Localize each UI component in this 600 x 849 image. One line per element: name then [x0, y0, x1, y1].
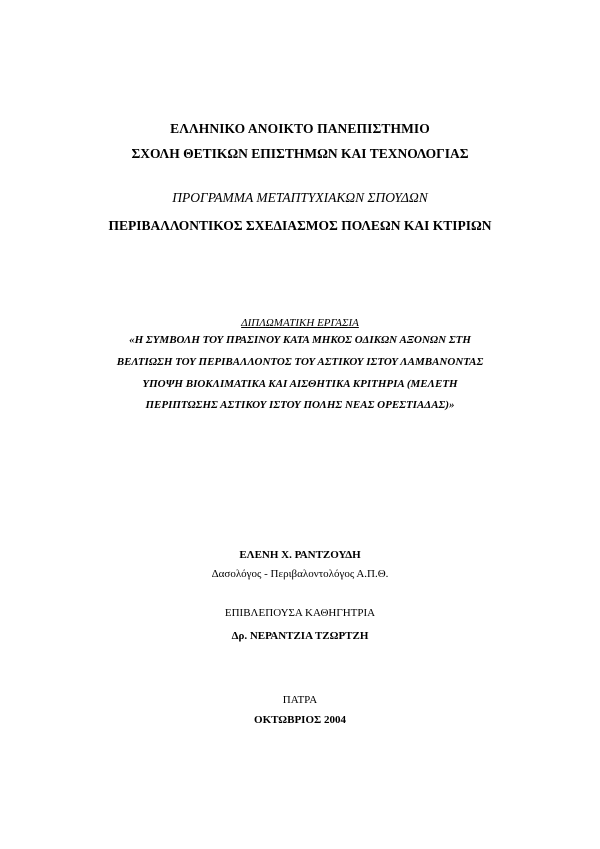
city: ΠΑΤΡΑ — [282, 694, 318, 706]
school-name: ΣΧΟΛΗ ΘΕΤΙΚΩΝ ΕΠΙΣΤΗΜΩΝ ΚΑΙ ΤΕΧΝΟΛΟΓΙΑΣ — [131, 146, 469, 161]
thesis-title-line: «Η ΣΥΜΒΟΛΗ ΤΟΥ ΠΡΑΣΙΝΟΥ ΚΑΤΑ ΜΗΚΟΣ ΟΔΙΚΩΝ ΑΞΟΝΩΝ ΣΤΗ — [129, 334, 471, 346]
supervisor-name: Δρ. ΝΕΡΑΝΤΖΙΑ ΤΖΩΡΤΖΗ — [231, 630, 369, 642]
university-name: ΕΛΛΗΝΙΚΟ ΑΝΟΙΚΤΟ ΠΑΝΕΠΙΣΤΗΜΙΟ — [170, 121, 430, 136]
date: ΟΚΤΩΒΡΙΟΣ 2004 — [254, 714, 346, 726]
author-name: ΕΛΕΝΗ Χ. ΡΑΝΤΖΟΥΔΗ — [239, 549, 361, 561]
thesis-title-line: ΠΕΡΙΠΤΩΣΗΣ ΑΣΤΙΚΟΥ ΙΣΤΟΥ ΠΟΛΗΣ ΝΕΑΣ ΟΡΕΣΤΙΑΔΑΣ)» — [145, 399, 455, 411]
program-name: ΠΕΡΙΒΑΛΛΟΝΤΙΚΟΣ ΣΧΕΔΙΑΣΜΟΣ ΠΟΛΕΩΝ ΚΑΙ ΚΤΙΡΙΩΝ — [108, 218, 492, 233]
thesis-title-line: ΒΕΛΤΙΩΣΗ ΤΟΥ ΠΕΡΙΒΑΛΛΟΝΤΟΣ ΤΟΥ ΑΣΤΙΚΟΥ ΙΣΤΟΥ ΛΑΜΒΑΝΟΝΤΑΣ — [116, 356, 484, 368]
program-label: ΠΡΟΓΡΑΜΜΑ ΜΕΤΑΠΤΥΧΙΑΚΩΝ ΣΠΟΥΔΩΝ — [172, 190, 428, 205]
author-profession: Δασολόγος - Περιβαλοντολόγος Α.Π.Θ. — [211, 568, 389, 580]
thesis-title-line: ΥΠΟΨΗ ΒΙΟΚΛΙΜΑΤΙΚΑ ΚΑΙ ΑΙΣΘΗΤΙΚΑ ΚΡΙΤΗΡΙΑ (ΜΕΛΕΤΗ — [142, 378, 458, 390]
thesis-label: ΔΙΠΛΩΜΑΤΙΚΗ ΕΡΓΑΣΙΑ — [241, 317, 359, 329]
supervisor-label: ΕΠΙΒΛΕΠΟΥΣΑ ΚΑΘΗΓΗΤΡΙΑ — [224, 607, 376, 619]
